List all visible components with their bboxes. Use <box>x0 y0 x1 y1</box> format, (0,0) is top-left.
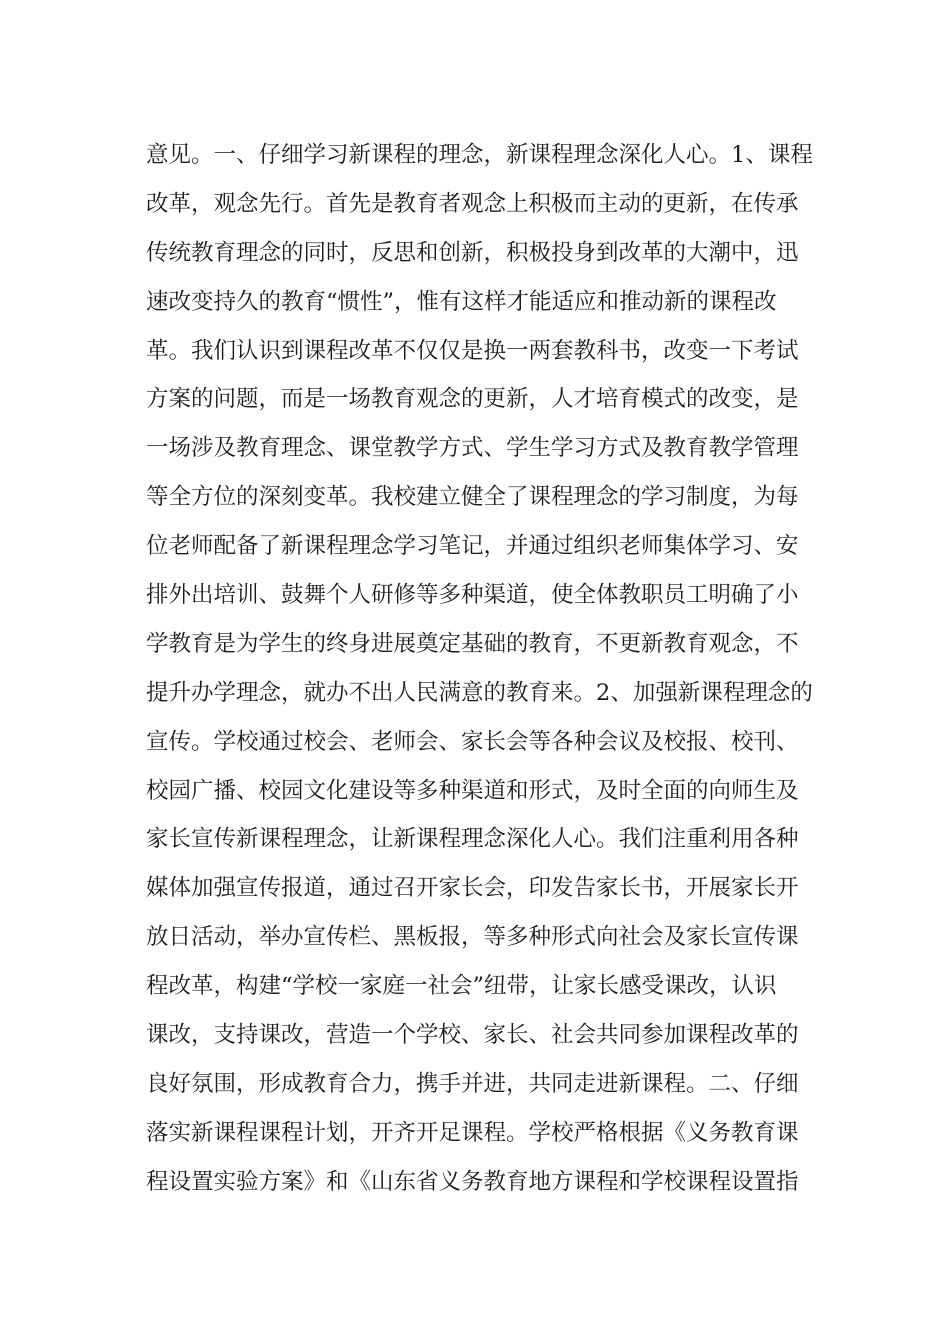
text-line: 校园广播、校园文化建设等多种渠道和形式，及时全面的向师生及 <box>146 777 799 804</box>
text-line: 传统教育理念的同时，反思和创新，积极投身到改革的大潮中，迅 <box>146 239 799 266</box>
text-line: 等全方位的深刻变革。我校建立健全了课程理念的学习制度，为每 <box>146 484 799 511</box>
body-text <box>146 131 816 1207</box>
text-line: 意见。一、仔细学习新课程的理念，新课程理念深化人心。1、课程 <box>146 142 813 168</box>
text-line: 媒体加强宣传报道，通过召开家长会，印发告家长书，开展家长开 <box>146 875 799 902</box>
text-line: 提升办学理念，就办不出人民满意的教育来。2、加强新课程理念的 <box>146 679 813 706</box>
text-line: 学教育是为学生的终身进展奠定基础的教育，不更新教育观念，不 <box>146 630 799 657</box>
text-line: 排外出培训、鼓舞个人研修等多种渠道，使全体教职员工明确了小 <box>146 582 799 609</box>
text-line: 革。我们认识到课程改革不仅仅是换一两套教科书，改变一下考试 <box>146 337 799 364</box>
text-line: 放日活动，举办宣传栏、黑板报，等多种形式向社会及家长宣传课 <box>146 924 799 951</box>
text-line: 速改变持久的教育“惯性”，惟有这样才能适应和推动新的课程改 <box>146 288 777 315</box>
text-line: 良好氛围，形成教育合力，携手并进，共同走进新课程。二、仔细 <box>146 1070 799 1097</box>
text-line: 程改革，构建“学校一家庭一社会”纽带，让家长感受课改，认识 <box>146 973 777 1000</box>
text-line: 课改，支持课改，营造一个学校、家长、社会共同参加课程改革的 <box>146 1022 799 1049</box>
text-line: 程设置实验方案》和《山东省义务教育地方课程和学校课程设置指 <box>146 1168 799 1195</box>
text-line: 改革，观念先行。首先是教育者观念上积极而主动的更新，在传承 <box>146 190 799 217</box>
text-line: 落实新课程课程计划，开齐开足课程。学校严格根据《义务教育课 <box>146 1119 799 1146</box>
text-line: 一场涉及教育理念、课堂教学方式、学生学习方式及教育教学管理 <box>146 435 799 462</box>
text-line: 位老师配备了新课程理念学习笔记，并通过组织老师集体学习、安 <box>146 533 799 560</box>
text-line: 家长宣传新课程理念，让新课程理念深化人心。我们注重利用各种 <box>146 826 799 853</box>
text-line: 宣传。学校通过校会、老师会、家长会等各种会议及校报、校刊、 <box>146 728 799 755</box>
text-line: 方案的问题，而是一场教育观念的更新，人才培育模式的改变，是 <box>146 386 799 413</box>
